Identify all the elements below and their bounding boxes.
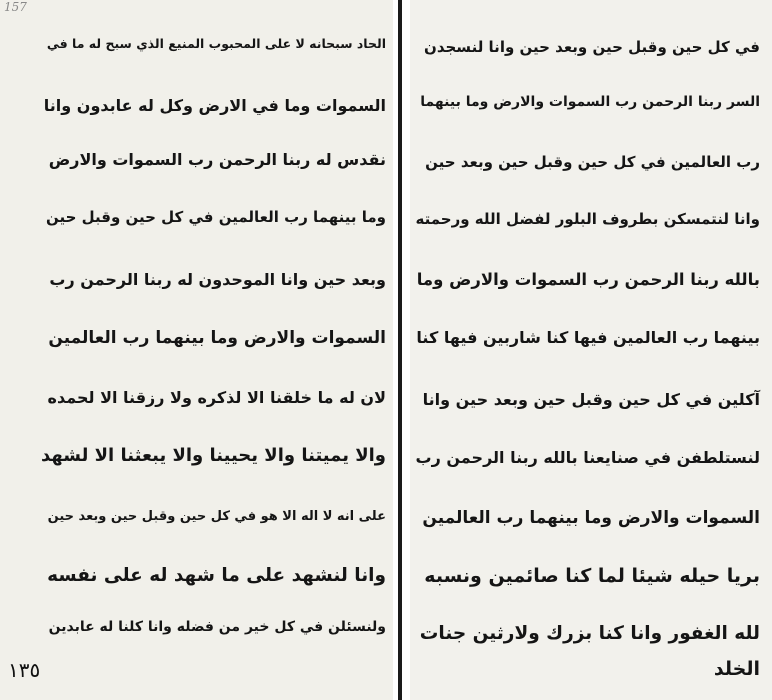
left-line-4: وما بينهما رب العالمين في كل حين وقبل حين: [45, 208, 386, 226]
right-line-8: لنستلطفن في صنايعنا بالله ربنا الرحمن رب: [415, 448, 760, 467]
left-line-1: الحاد سبحانه لا على المحبوب المنيع الذي سبح له ما في: [46, 36, 386, 51]
left-line-8: والا يميتنا والا يحيينا والا يبعثنا الا لشهد: [41, 445, 386, 466]
left-line-6: السموات والارض وما بينهما رب العالمين: [48, 328, 386, 348]
left-line-11: ولنسئلن في كل خير من فضله وانا كلنا له عابدين: [48, 619, 386, 635]
left-line-5: وبعد حين وانا الموحدون له ربنا الرحمن رب: [49, 270, 386, 289]
corner-folio-number: 157: [4, 0, 27, 14]
right-line-11: لله الغفور وانا كنا بزرك ولارثين جنات: [419, 623, 760, 644]
left-line-10: وانا لنشهد على ما شهد له على نفسه: [47, 565, 386, 586]
right-line-2: السر ربنا الرحمن رب السموات والارض وما بينهما: [420, 94, 760, 110]
page-number: ١٣٥: [8, 658, 41, 682]
right-line-7: آكلين في كل حين وقبل حين وبعد حين وانا: [422, 390, 760, 409]
left-line-3: نقدس له ربنا الرحمن رب السموات والارض: [48, 150, 386, 169]
left-line-7: لان له ما خلقنا الا لذكره ولا رزقنا الا لحمده: [47, 388, 386, 407]
right-line-1: في كل حين وقبل حين وبعد حين وانا لنسجدن: [424, 38, 760, 56]
right-line-6: بينهما رب العالمين فيها كنا شاربين فيها كنا: [416, 328, 760, 347]
right-line-10: بريا حيله شيئا لما كنا صائمين ونسبه: [424, 565, 760, 587]
right-line-12: الخلد: [713, 658, 760, 680]
right-line-4: وانا لنتمسكن بطروف البلور لفضل الله ورحمته: [415, 210, 760, 228]
right-line-5: بالله ربنا الرحمن رب السموات والارض وما: [416, 270, 760, 289]
left-line-2: السموات وما في الارض وكل له عابدون وانا: [43, 96, 386, 115]
right-line-9: السموات والارض وما بينهما رب العالمين: [422, 508, 760, 528]
left-line-9: على انه لا اله الا هو في كل حين وقبل حين وبعد حين: [47, 509, 386, 524]
right-line-3: رب العالمين في كل حين وقبل حين وبعد حين: [425, 153, 760, 171]
gutter-shadow: [398, 0, 402, 700]
